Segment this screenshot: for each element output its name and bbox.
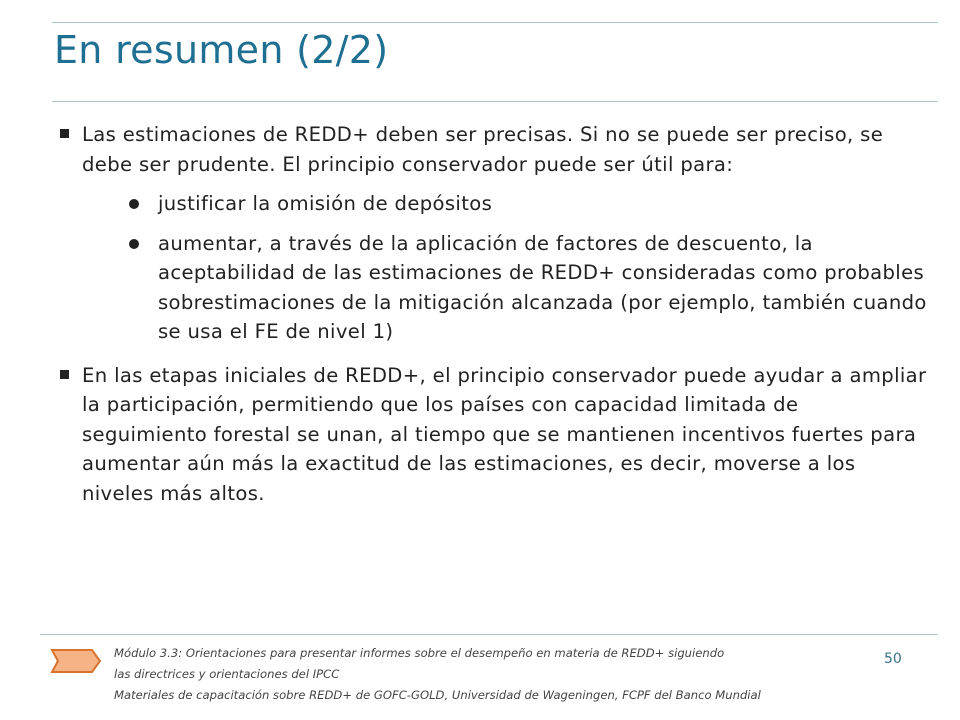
arrow-tag-icon	[50, 648, 102, 674]
sub-bullet-text: justificar la omisión de depósitos	[158, 192, 493, 215]
slide-title: En resumen (2/2)	[54, 28, 389, 72]
bullet-item	[58, 120, 928, 179]
title-divider	[52, 101, 938, 102]
bullet-text: En las etapas iniciales de REDD+, el principio conservador puede ayudar a ampliar la participación, permitiendo que los países con capacidad limitada de seguimiento forestal se unan, al tiempo que se mantienen incentivos fuertes para aumentar aún más la exactitud de las estimaciones, es decir, moverse a los niveles más altos.	[82, 363, 927, 505]
bullet-item	[58, 361, 928, 509]
footer-line: las directrices y orientaciones del IPCC	[114, 667, 340, 681]
footer-line: Materiales de capacitación sobre REDD+ de GOFC-GOLD, Universidad de Wageningen, FCPF del Banco Mundial	[114, 688, 761, 702]
footer-line: Módulo 3.3: Orientaciones para presentar informes sobre el desempeño en materia de REDD+ siguiendo	[114, 646, 725, 660]
sub-bullet-item	[58, 229, 928, 347]
page-number: 50	[884, 651, 902, 667]
square-bullet-icon	[60, 129, 69, 138]
square-bullet-icon	[60, 370, 69, 379]
sub-bullet-item	[58, 189, 928, 219]
slide-body	[58, 120, 928, 508]
footer-text	[114, 643, 761, 706]
footer-divider	[40, 634, 938, 635]
top-divider	[52, 22, 938, 23]
sub-bullet-text: aumentar, a través de la aplicación de factores de descuento, la aceptabilidad de las estimaciones de REDD+ consideradas como probables sobrestimaciones de la mitigación alcanzada (por ejemplo, también cuando se usa el FE de nivel 1)	[158, 231, 927, 343]
dot-bullet-icon	[129, 239, 139, 249]
dot-bullet-icon	[129, 199, 139, 209]
bullet-text: Las estimaciones de REDD+ deben ser precisas. Si no se puede ser preciso, se debe ser prudente. El principio conservador puede ser útil para:	[82, 123, 884, 176]
